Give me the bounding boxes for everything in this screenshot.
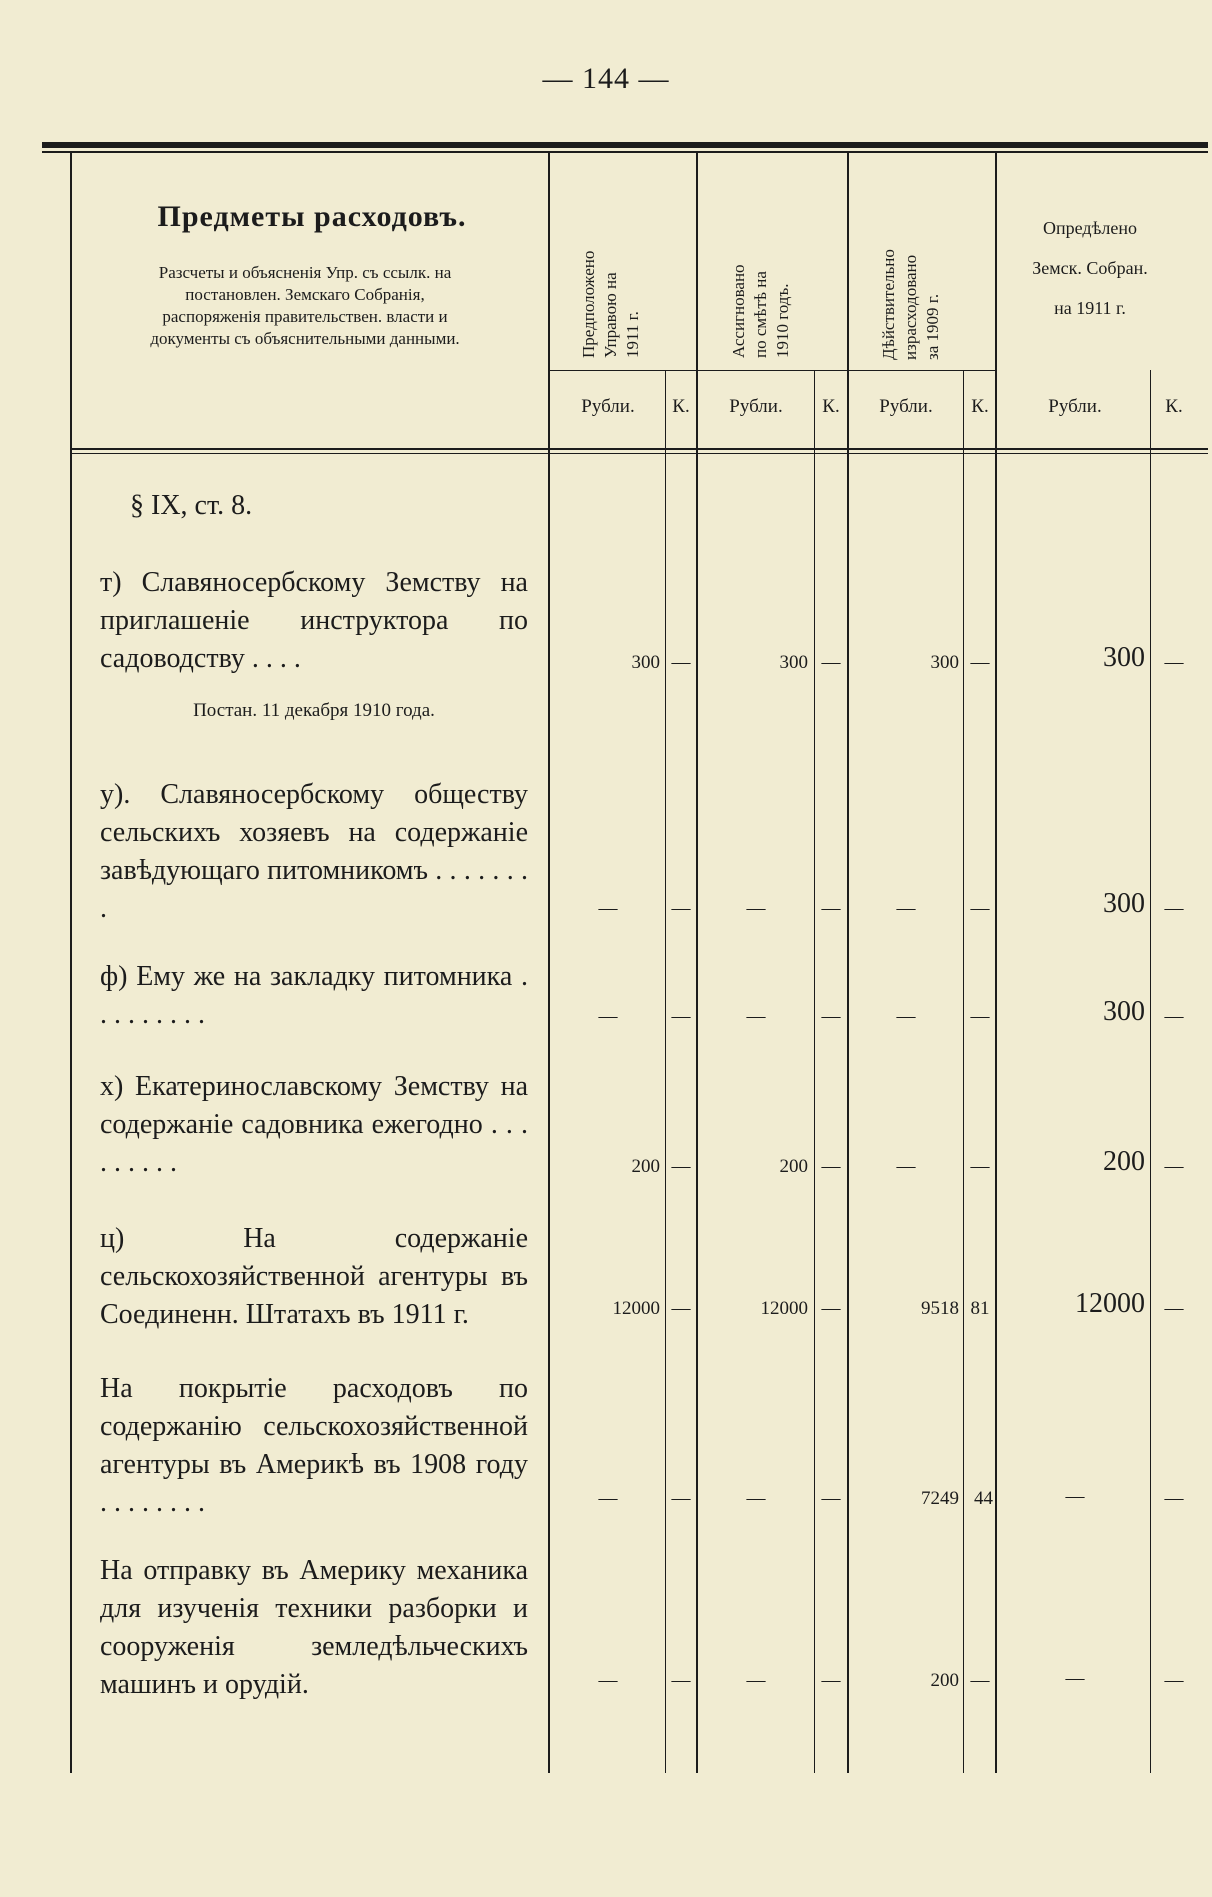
cell-col4-rub: —	[1065, 1668, 1085, 1689]
row-description: т) Славяносербскому Земству на приглашеніе инструктора по садоводству . . . .	[100, 567, 528, 674]
cell-col4-rub: 300	[1103, 888, 1145, 919]
cell-col1-kop: —	[671, 1156, 691, 1177]
cell-col2-rub: —	[746, 1670, 766, 1691]
cell-col3-rub: —	[896, 898, 916, 919]
cell-col4-rub: —	[1065, 1486, 1085, 1507]
cell-col4-rub: 12000	[1075, 1288, 1145, 1319]
kop-label: К.	[672, 396, 690, 417]
cell-col2-rub: —	[746, 1006, 766, 1027]
cell-col1-rub: 300	[631, 652, 660, 673]
rub-label: Рубли.	[581, 396, 635, 417]
cell-col1-rub: 12000	[612, 1298, 660, 1319]
cell-col1-kop: —	[671, 1488, 691, 1509]
col4-header: Опредѣлено Земск. Собран. на 1911 г.	[1032, 218, 1148, 318]
cell-col4-rub: 300	[1103, 996, 1145, 1027]
cell-col1-rub: —	[598, 1488, 618, 1509]
column-rule	[548, 153, 550, 1773]
column-rule	[847, 153, 849, 1773]
cell-col2-rub: —	[746, 1488, 766, 1509]
kop-label: К.	[1165, 396, 1183, 417]
cell-col3-rub: 9518	[921, 1298, 959, 1319]
cell-col3-kop: —	[970, 1670, 990, 1691]
row-description: х) Екатеринославскому Земству на содержаніе садовника ежегодно . . . . . . . . .	[100, 1071, 528, 1178]
cell-col2-kop: —	[821, 898, 841, 919]
cell-col1-kop: —	[671, 1670, 691, 1691]
cell-col3-kop: —	[970, 652, 990, 673]
row-description: ф) Ему же на закладку питомника . . . . . . . . .	[100, 961, 528, 1030]
row-description: На отправку въ Америку механика для изученія техники разборки и сооруженія земледѣльческихъ машинъ и орудій.	[100, 1555, 528, 1700]
cell-col1-kop: —	[671, 898, 691, 919]
cell-col4-kop: —	[1164, 898, 1184, 919]
header-rule-thin	[72, 453, 1208, 454]
col1-header: Предположено Управою на 1911 г.	[579, 250, 642, 358]
page-number: — 144 —	[542, 62, 670, 95]
row-description: у). Славяносербскому обществу сельскихъ хозяевъ на содержаніе завѣдующаго питомникомъ . . . . . . . .	[100, 779, 528, 924]
unit-rule	[550, 370, 997, 371]
cell-col2-rub: 12000	[760, 1298, 808, 1319]
cell-col2-rub: 200	[779, 1156, 808, 1177]
cell-col1-rub: —	[598, 1006, 618, 1027]
col3-header: Дѣйствительно израсходовано за 1909 г.	[879, 249, 942, 360]
cell-col4-kop: —	[1164, 1670, 1184, 1691]
cell-col3-rub: 7249	[921, 1488, 959, 1509]
cell-col1-rub: —	[598, 898, 618, 919]
cell-col3-kop: —	[970, 898, 990, 919]
column-title: Предметы расходовъ.	[157, 200, 467, 233]
top-rule	[42, 142, 1208, 148]
cell-col2-kop: —	[821, 1006, 841, 1027]
kop-rule	[814, 370, 815, 1773]
cell-col3-kop: —	[970, 1156, 990, 1177]
top-rule-thin	[42, 151, 1208, 153]
cell-col1-rub: —	[598, 1670, 618, 1691]
column-rule	[70, 153, 72, 1773]
kop-rule	[1150, 370, 1151, 1773]
cell-col1-rub: 200	[631, 1156, 660, 1177]
rub-label: Рубли.	[879, 396, 933, 417]
kop-label: К.	[971, 396, 989, 417]
cell-col4-rub: 300	[1103, 642, 1145, 673]
cell-col2-kop: —	[821, 1156, 841, 1177]
row-description: ц) На содержаніе сельскохозяйственной агентуры въ Соединенн. Штатахъ въ 1911 г.	[100, 1223, 528, 1330]
cell-col2-kop: —	[821, 1488, 841, 1509]
cell-col2-kop: —	[821, 652, 841, 673]
cell-col3-kop: —	[970, 1006, 990, 1027]
rub-label: Рубли.	[1048, 396, 1102, 417]
column-rule	[696, 153, 698, 1773]
kop-label: К.	[822, 396, 840, 417]
cell-col4-rub: 200	[1103, 1146, 1145, 1177]
kop-rule	[963, 370, 964, 1773]
cell-col1-kop: —	[671, 1006, 691, 1027]
row-note: Постан. 11 декабря 1910 года.	[193, 700, 435, 721]
cell-col2-rub: 300	[779, 652, 808, 673]
header-rule	[72, 448, 1208, 450]
cell-col2-rub: —	[746, 898, 766, 919]
rub-label: Рубли.	[729, 396, 783, 417]
cell-col3-kop: 81	[970, 1298, 990, 1319]
cell-col4-kop: —	[1164, 1006, 1184, 1027]
cell-col3-rub: 200	[930, 1670, 959, 1691]
cell-col4-kop: —	[1164, 1156, 1184, 1177]
column-subtitle: Разсчеты и объясненія Упр. съ ссылк. на постановлен. Земскаго Собранія, распоряженія правительствен. власти и документы съ объяснительными данными.	[150, 263, 460, 348]
cell-col2-kop: —	[821, 1298, 841, 1319]
cell-col1-kop: —	[671, 1298, 691, 1319]
row-description: На покрытіе расходовъ по содержанію сельскохозяйственной агентуры въ Америкѣ въ 1908 году . . . . . . . .	[100, 1373, 528, 1518]
cell-col3-rub: —	[896, 1156, 916, 1177]
cell-col3-kop: 44	[974, 1488, 993, 1509]
cell-col4-kop: —	[1164, 1298, 1184, 1319]
kop-rule	[665, 370, 666, 1773]
section-title: § IX, ст. 8.	[130, 490, 253, 521]
cell-col3-rub: 300	[930, 652, 959, 673]
column-rule	[995, 153, 997, 1773]
cell-col1-kop: —	[671, 652, 691, 673]
cell-col4-kop: —	[1164, 1488, 1184, 1509]
cell-col4-kop: —	[1164, 652, 1184, 673]
col2-header: Ассигновано по смѣтѣ на 1910 годъ.	[729, 264, 792, 358]
cell-col2-kop: —	[821, 1670, 841, 1691]
cell-col3-rub: —	[896, 1006, 916, 1027]
